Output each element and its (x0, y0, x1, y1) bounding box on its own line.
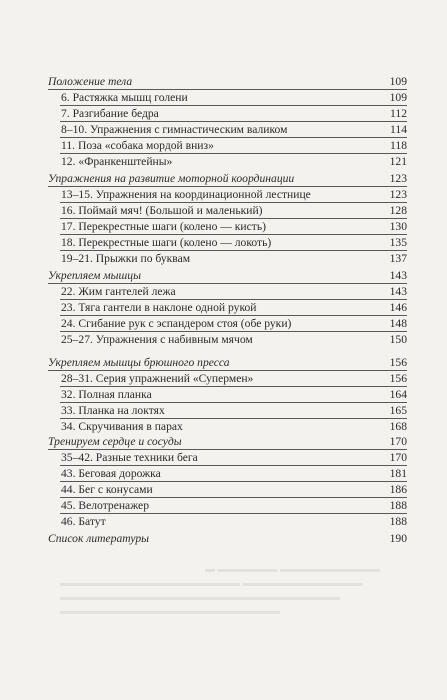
entry-title: 33. Планка на локтях (61, 404, 165, 417)
entry-page: 156 (389, 372, 407, 385)
entry-title: 22. Жим гантелей лежа (61, 285, 176, 298)
toc-entry[interactable] (48, 138, 407, 154)
entry-title: 32. Полная планка (61, 388, 152, 401)
toc-section-heading[interactable] (48, 268, 407, 284)
entry-page: 168 (389, 420, 407, 433)
entry-title: 8–10. Упражнения с гимнастическим валиком (61, 123, 288, 136)
entry-page: 188 (389, 499, 407, 512)
entry-page: 165 (389, 404, 407, 417)
toc-section (48, 171, 407, 267)
toc-section-heading[interactable] (48, 74, 407, 90)
toc-section-heading[interactable] (48, 171, 407, 187)
entry-page: 181 (389, 467, 407, 480)
entry-title: 44. Бег с конусами (61, 483, 153, 496)
toc-entry[interactable] (48, 187, 407, 203)
toc-entry[interactable] (48, 387, 407, 403)
entry-page: 146 (389, 301, 407, 314)
entry-page: 137 (389, 252, 407, 265)
entry-title: 34. Скручивания в парах (61, 420, 183, 433)
toc-section (48, 74, 407, 170)
bleed-through-text: ▬▬▬▬▬▬▬▬▬▬▬▬▬▬▬▬▬▬▬▬▬▬▬▬▬▬▬▬ (60, 592, 340, 603)
entry-title: 16. Поймай мяч! (Большой и маленький) (61, 204, 263, 217)
entry-page: 114 (390, 123, 407, 136)
entry-title: 23. Тяга гантели в наклоне одной рукой (61, 301, 257, 314)
entry-title: 12. «Франкенштейны» (61, 155, 173, 168)
toc-entry[interactable] (48, 203, 407, 219)
toc-section-heading[interactable] (48, 531, 407, 547)
entry-page: 188 (389, 515, 407, 528)
section-page: 109 (389, 75, 407, 88)
entry-title: 35–42. Разные техники бега (61, 451, 198, 464)
toc-entry[interactable] (48, 450, 407, 466)
entry-title: 13–15. Упражнения на координационной лестнице (61, 188, 311, 201)
entry-page: 170 (389, 451, 407, 464)
entry-page: 112 (390, 107, 407, 120)
entry-page: 123 (389, 188, 407, 201)
toc-entry[interactable] (48, 219, 407, 235)
entry-title: 28–31. Серия упражнений «Супермен» (61, 372, 254, 385)
section-title: Упражнения на развитие моторной координации (48, 172, 295, 185)
toc-section (48, 531, 407, 547)
toc-entry[interactable] (48, 482, 407, 498)
toc-entry[interactable] (48, 90, 407, 106)
entry-page: 150 (389, 333, 407, 346)
toc-entry[interactable] (48, 106, 407, 122)
section-page: 143 (389, 269, 407, 282)
toc-section-heading[interactable] (48, 434, 407, 450)
entry-title: 18. Перекрестные шаги (колено — локоть) (61, 236, 272, 249)
entry-page: 109 (389, 91, 407, 104)
toc-entry[interactable] (48, 466, 407, 482)
entry-title: 6. Растяжка мышц голени (61, 91, 188, 104)
section-page: 123 (389, 172, 407, 185)
entry-page: 118 (390, 139, 407, 152)
entry-title: 46. Батут (61, 515, 106, 528)
section-title: Положение тела (48, 75, 133, 88)
entry-page: 135 (389, 236, 407, 249)
entry-page: 164 (389, 388, 407, 401)
entry-title: 11. Поза «собака мордой вниз» (61, 139, 214, 152)
entry-page: 186 (389, 483, 407, 496)
toc-section (48, 355, 407, 435)
entry-title: 17. Перекрестные шаги (колено — кисть) (61, 220, 266, 233)
section-page: 156 (389, 356, 407, 369)
section-title: Укрепляем мышцы брюшного пресса (48, 356, 230, 369)
toc-section (48, 268, 407, 348)
entry-title: 19–21. Прыжки по буквам (61, 252, 191, 265)
section-page: 170 (389, 435, 407, 448)
entry-page: 130 (389, 220, 407, 233)
section-title: Укрепляем мышцы (48, 269, 141, 282)
toc-entry[interactable] (48, 251, 407, 267)
entry-page: 143 (389, 285, 407, 298)
section-title: Список литературы (48, 532, 149, 545)
bleed-through-text: ▬▬▬▬▬▬▬▬▬▬▬▬▬▬▬▬▬▬▬▬▬▬ (60, 606, 280, 617)
toc-entry[interactable] (48, 122, 407, 138)
toc-entry[interactable] (48, 332, 407, 348)
bleed-through-text: ▬▬▬▬▬▬▬▬▬▬▬▬▬▬▬▬▬▬ ▬▬▬▬▬▬▬▬▬▬▬▬ (60, 578, 363, 589)
entry-title: 43. Беговая дорожка (61, 467, 161, 480)
toc-entry[interactable] (48, 300, 407, 316)
toc-entry[interactable] (48, 235, 407, 251)
toc-entry[interactable] (48, 154, 407, 170)
toc-entry[interactable] (48, 371, 407, 387)
toc-entry[interactable] (48, 419, 407, 435)
entry-page: 121 (389, 155, 407, 168)
toc-entry[interactable] (48, 514, 407, 530)
entry-page: 148 (389, 317, 407, 330)
entry-page: 128 (389, 204, 407, 217)
toc-section-heading[interactable] (48, 355, 407, 371)
section-page: 190 (389, 532, 407, 545)
entry-title: 25–27. Упражнения с набивным мячом (61, 333, 253, 346)
toc-section (48, 434, 407, 530)
entry-title: 7. Разгибание бедра (61, 107, 159, 120)
entry-title: 45. Велотренажер (61, 499, 150, 512)
section-title: Тренируем сердце и сосуды (48, 435, 182, 448)
toc-entry[interactable] (48, 498, 407, 514)
toc-entry[interactable] (48, 316, 407, 332)
bleed-through-text: ▬ ▬▬▬▬▬▬ ▬▬▬▬▬▬▬▬▬▬ (205, 564, 380, 575)
toc-entry[interactable] (48, 284, 407, 300)
entry-title: 24. Сгибание рук с эспандером стоя (обе руки) (61, 317, 292, 330)
toc-entry[interactable] (48, 403, 407, 419)
